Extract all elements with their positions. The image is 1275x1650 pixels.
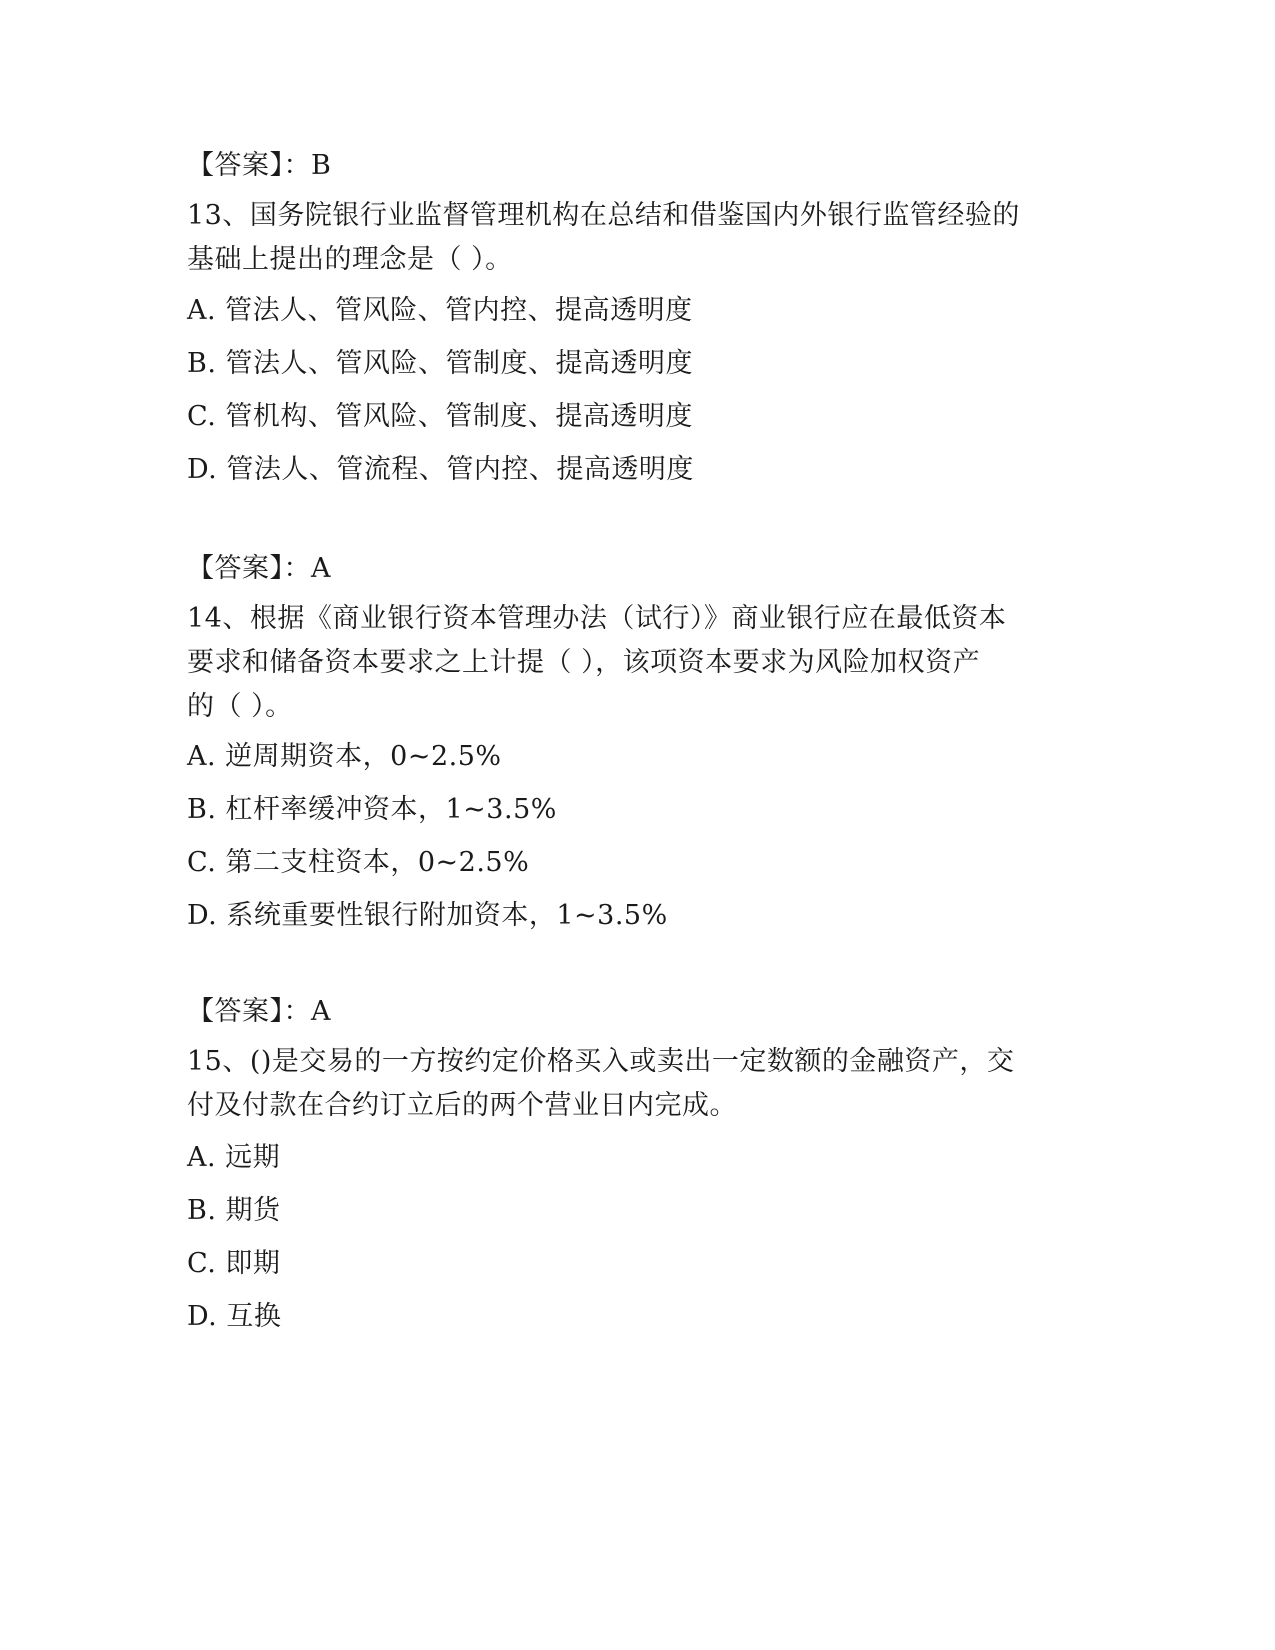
question-13-option-c: C. 管机构、管风险、管制度、提高透明度 <box>187 401 693 432</box>
answer-label: 【答案】：A <box>187 996 331 1027</box>
question-15-option-d: D. 互换 <box>187 1301 282 1332</box>
question-15-option-a: A. 远期 <box>187 1142 281 1173</box>
question-14-stem <box>187 597 1087 729</box>
answer-label: 【答案】：A <box>187 553 331 584</box>
question-15-option-b: B. 期货 <box>187 1195 281 1226</box>
question-13-option-a: A. 管法人、管风险、管内控、提高透明度 <box>187 295 693 326</box>
question-14-option-a: A. 逆周期资本，0~2.5% <box>187 741 502 772</box>
question-stem-line: 14、根据《商业银行资本管理办法（试行）》商业银行应在最低资本 <box>187 603 1007 634</box>
question-stem-line: 付及付款在合约订立后的两个营业日内完成。 <box>187 1090 737 1121</box>
answer-label: 【答案】：B <box>187 150 332 181</box>
question-13-stem <box>187 194 1087 282</box>
question-stem-line: 要求和储备资本要求之上计提（ ），该项资本要求为风险加权资产 <box>187 647 981 678</box>
question-stem-line: 15、()是交易的一方按约定价格买入或卖出一定数额的金融资产，交 <box>187 1046 1015 1077</box>
question-14-option-c: C. 第二支柱资本，0~2.5% <box>187 847 530 878</box>
question-stem-line: 13、国务院银行业监督管理机构在总结和借鉴国内外银行监管经验的 <box>187 200 1020 231</box>
question-stem-line: 的（ ）。 <box>187 691 293 722</box>
question-14-option-b: B. 杠杆率缓冲资本，1~3.5% <box>187 794 557 825</box>
question-13-option-b: B. 管法人、管风险、管制度、提高透明度 <box>187 348 694 379</box>
question-15-stem <box>187 1040 1087 1128</box>
question-15-option-c: C. 即期 <box>187 1248 281 1279</box>
question-13-option-d: D. 管法人、管流程、管内控、提高透明度 <box>187 454 694 485</box>
question-stem-line: 基础上提出的理念是（ ）。 <box>187 244 513 275</box>
question-14-option-d: D. 系统重要性银行附加资本，1~3.5% <box>187 900 668 931</box>
